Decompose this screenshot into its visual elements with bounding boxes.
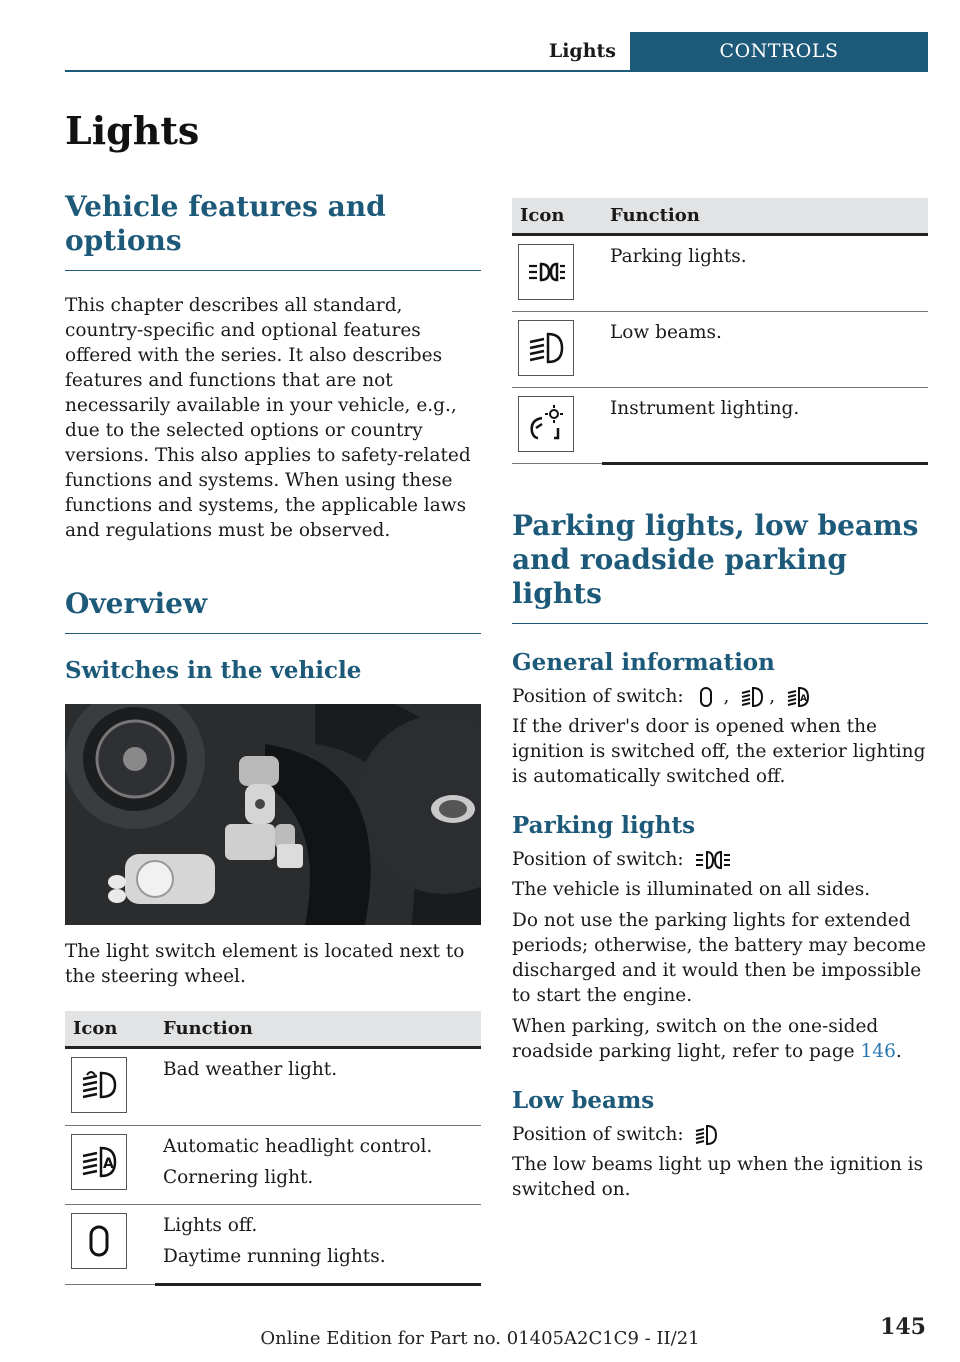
parking-lights-icon	[693, 847, 733, 873]
low-beams-icon	[739, 684, 765, 710]
parking-lights-section-heading: Parking lights, low beams and roadside parking lights	[512, 509, 928, 624]
parking-position-label: Position of switch:	[512, 848, 684, 870]
auto-headlight-icon	[785, 684, 811, 710]
page-reference-link[interactable]: 146	[860, 1040, 896, 1062]
right-column	[512, 198, 928, 1202]
table-header-icon: Icon	[65, 1011, 155, 1047]
table-cell-text: Daytime running lights.	[163, 1245, 386, 1267]
auto-headlight-icon	[71, 1134, 127, 1190]
general-information-heading: General information	[512, 648, 775, 676]
header-chapter: CONTROLS	[630, 32, 928, 70]
low-beams-icon	[518, 320, 574, 376]
table-cell-text: Low beams.	[610, 321, 722, 343]
table-row	[512, 311, 928, 387]
photo-caption: The light switch element is located next to the steering wheel.	[65, 941, 465, 987]
roadside-text: When parking, switch on the one-sided roadside parking light, refer to page	[512, 1015, 879, 1062]
table-row	[65, 1204, 481, 1284]
table-header-function: Function	[602, 198, 928, 234]
page-header	[65, 32, 928, 72]
left-icon-table	[65, 1011, 481, 1286]
table-cell-text: Bad weather light.	[163, 1058, 338, 1080]
header-section: Lights	[548, 40, 616, 62]
table-cell-text: Lights off.	[163, 1214, 258, 1236]
footer-edition: Online Edition for Part no. 01405A2C1C9 - II/21	[260, 1328, 700, 1349]
svg-text:A: A	[103, 1155, 114, 1172]
parking-switch-position	[512, 847, 928, 873]
table-row	[65, 1125, 481, 1204]
table-cell-text: Parking lights.	[610, 245, 747, 267]
table-cell-text: Cornering light.	[163, 1166, 314, 1188]
parking-text-warning: Do not use the parking lights for extended periods; otherwise, the battery may become discharged and it would then be impossible to start the engine.	[512, 909, 927, 1006]
low-position-label: Position of switch:	[512, 1123, 684, 1145]
switches-heading: Switches in the vehicle	[65, 657, 362, 684]
separator: ,	[769, 685, 776, 707]
right-icon-table	[512, 198, 928, 465]
steering-wheel-photo	[65, 704, 481, 925]
parking-lights-heading: Parking lights	[512, 811, 696, 839]
overview-heading: Overview	[65, 587, 481, 634]
svg-text:A: A	[800, 693, 808, 704]
table-header-icon: Icon	[512, 198, 602, 234]
table-cell-text: Automatic headlight control.	[163, 1135, 433, 1157]
vehicle-features-text: This chapter describes all standard, country-specific and optional features offered with the series. It also describes features and functions that are not necessarily available in your vehicle, e.g., due to the selected options or country versions. This also applies to safety-related functions and systems. When using these functions and systems, the applicable laws and regulations must be observed.	[65, 295, 471, 541]
table-row	[512, 387, 928, 463]
lights-off-icon	[71, 1213, 127, 1269]
bad-weather-light-icon	[71, 1057, 127, 1113]
low-beams-switch-position	[512, 1122, 928, 1148]
low-beams-icon	[693, 1122, 719, 1148]
low-beams-heading: Low beams	[512, 1086, 655, 1114]
lights-off-icon	[693, 684, 719, 710]
page-number: 145	[880, 1314, 926, 1340]
table-row	[512, 234, 928, 311]
general-information-text: If the driver's door is opened when the ignition is switched off, the exterior lighting is automatically switched off.	[512, 715, 926, 787]
general-position-label: Position of switch:	[512, 685, 684, 707]
parking-text-roadside	[512, 1014, 928, 1064]
roadside-text-end: .	[895, 1040, 902, 1062]
parking-text-illuminated: The vehicle is illuminated on all sides.	[512, 878, 871, 900]
parking-lights-icon	[518, 244, 574, 300]
table-cell-text: Instrument lighting.	[610, 397, 800, 419]
separator: ,	[723, 685, 730, 707]
low-beams-text: The low beams light up when the ignition is switched on.	[512, 1153, 924, 1200]
left-column	[65, 190, 481, 1286]
general-switch-positions	[512, 684, 928, 710]
page-title: Lights	[65, 108, 200, 153]
table-row	[65, 1047, 481, 1125]
vehicle-features-heading: Vehicle features and options	[65, 190, 481, 271]
instrument-lighting-icon	[518, 396, 574, 452]
table-header-function: Function	[155, 1011, 481, 1047]
